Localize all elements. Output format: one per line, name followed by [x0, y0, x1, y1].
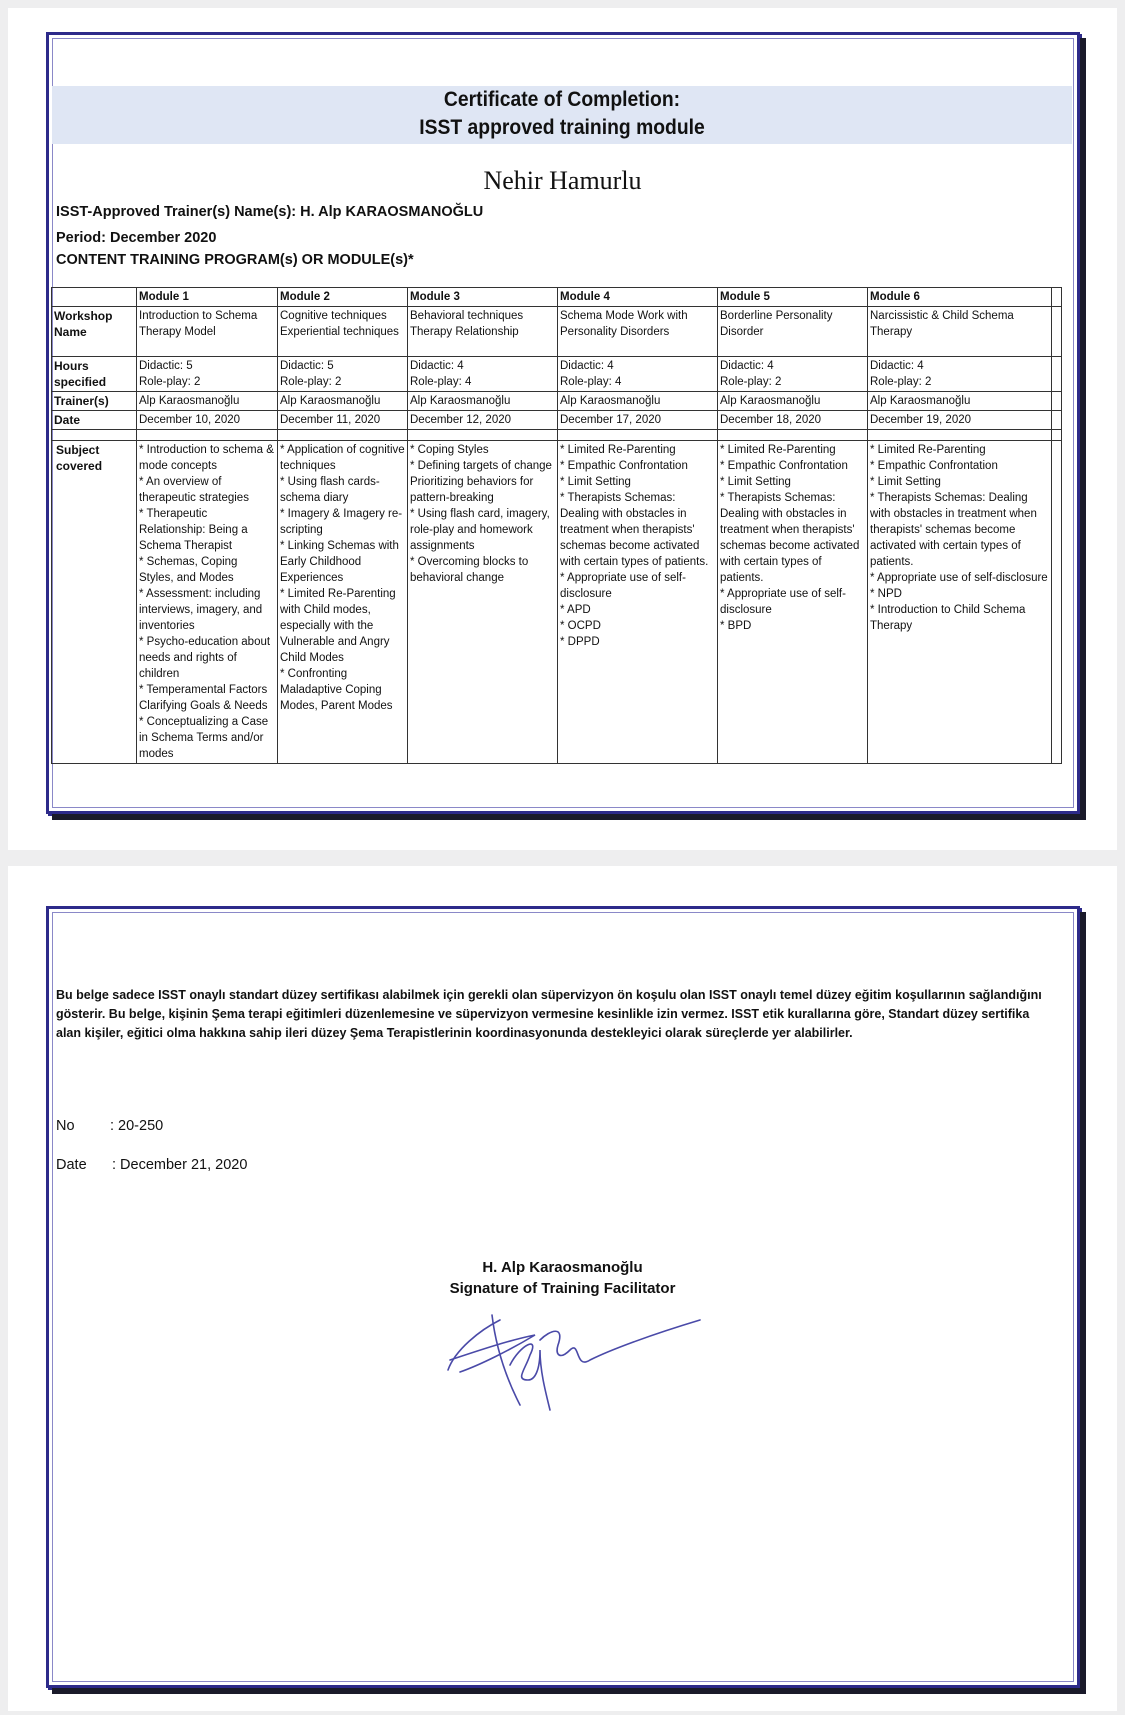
- hours-cell: Didactic: 5 Role-play: 2: [278, 357, 408, 392]
- module-header: Module 4: [558, 288, 718, 307]
- title-line-1: Certificate of Completion:: [443, 88, 681, 111]
- trainer-cell: Alp Karaosmanoğlu: [278, 392, 408, 411]
- content-line: CONTENT TRAINING PROGRAM(s) OR MODULE(s)*: [56, 252, 414, 268]
- number-label: No: [56, 1118, 75, 1134]
- subject-row: [52, 441, 1062, 764]
- date-label: Date: [56, 1157, 87, 1173]
- workshop-cell: Behavioral techniques Therapy Relationship: [408, 307, 558, 357]
- hours-cell: Didactic: 4 Role-play: 2: [868, 357, 1052, 392]
- module-header: Module 5: [718, 288, 868, 307]
- hours-cell: Didactic: 4 Role-play: 4: [558, 357, 718, 392]
- handwritten-signature: [440, 1310, 710, 1430]
- module-header-row: [52, 288, 1062, 307]
- trainer-cell: Alp Karaosmanoğlu: [868, 392, 1052, 411]
- subject-cell: * Limited Re-Parenting * Empathic Confrontation * Limit Setting * Therapists Schemas: Dealing with obstacles in treatment when therapists' schemas become activated with certain types of patients. * Appropriate use of self-disclosure * BPD: [718, 441, 868, 764]
- subject-cell: * Coping Styles * Defining targets of change Prioritizing behaviors for pattern-breaking * Using flash card, imagery, role-play and homework assignments * Overcoming blocks to behavioral change: [408, 441, 558, 764]
- trainer-row: [52, 392, 1062, 411]
- workshop-cell: Narcissistic & Child Schema Therapy: [868, 307, 1052, 357]
- module-header: Module 2: [278, 288, 408, 307]
- module-header: Module 1: [137, 288, 278, 307]
- hours-cell: Didactic: 5 Role-play: 2: [137, 357, 278, 392]
- certificate-title: [52, 86, 1072, 144]
- subject-cell: * Application of cognitive techniques * Using flash cards- schema diary * Imagery & Imagery re-scripting * Linking Schemas with Early Childhood Experiences * Limited Re-Parenting with Child modes, especially with the Vulnerable and Angry Child Modes * Confronting Maladaptive Coping Modes, Parent Modes: [278, 441, 408, 764]
- subject-cell: * Limited Re-Parenting * Empathic Confrontation * Limit Setting * Therapists Schemas: Dealing with obstacles in treatment when therapists' schemas become activated with certain types of patients. * Appropriate use of self-disclosure * APD * OCPD * DPPD: [558, 441, 718, 764]
- trainer-cell: Alp Karaosmanoğlu: [718, 392, 868, 411]
- row-label-date: Date: [52, 411, 137, 430]
- hours-row: [52, 357, 1062, 392]
- date-row: [52, 411, 1062, 430]
- subject-cell: * Limited Re-Parenting * Empathic Confrontation * Limit Setting * Therapists Schemas: Dealing with obstacles in treatment when therapists' schemas become activated with certain types of patients. * Appropriate use of self-disclosure * NPD * Introduction to Child Schema Therapy: [868, 441, 1052, 764]
- workshop-row: [52, 307, 1062, 357]
- trainer-cell: Alp Karaosmanoğlu: [137, 392, 278, 411]
- date-value: : December 21, 2020: [112, 1157, 248, 1173]
- date-cell: December 18, 2020: [718, 411, 868, 430]
- workshop-cell: Schema Mode Work with Personality Disorders: [558, 307, 718, 357]
- trainer-cell: Alp Karaosmanoğlu: [558, 392, 718, 411]
- validity-statement: Bu belge sadece ISST onaylı standart düzey sertifikası alabilmek için gerekli olan süpervizyon ön koşulu olan ISST onaylı temel düzey eğitim koşullarının sağlandığını gösterir. Bu belge, kişinin Şema terapi eğitimleri düzenlemesine ve süpervizyon vermesine kesinlikle izin vermez. ISST etik kurallarına göre, Standart düzey sertifika alan kişiler, eğitici olma hakkına sahip ileri düzey Şema Terapistlerinin koordinasyonunda destekleyici olarak süreçlerde yer alabilirler.: [56, 988, 1042, 1040]
- date-cell: December 11, 2020: [278, 411, 408, 430]
- date-cell: December 19, 2020: [868, 411, 1052, 430]
- row-label-hours: Hours specified: [52, 357, 137, 392]
- signature-caption: Signature of Training Facilitator: [449, 1280, 676, 1297]
- period-line: Period: December 2020: [56, 230, 217, 246]
- row-label-trainer: Trainer(s): [52, 392, 137, 411]
- hours-cell: Didactic: 4 Role-play: 2: [718, 357, 868, 392]
- subject-cell: * Introduction to schema & mode concepts * An overview of therapeutic strategies * Therapeutic Relationship: Being a Schema Therapist * Schemas, Coping Styles, and Modes * Assessment: including interviews, imagery, and inventories * Psycho-education about needs and rights of children * Temperamental Factors Clarifying Goals & Needs * Conceptualizing a Case in Schema Terms and/or modes: [137, 441, 278, 764]
- date-cell: December 17, 2020: [558, 411, 718, 430]
- date-cell: December 12, 2020: [408, 411, 558, 430]
- workshop-cell: Introduction to Schema Therapy Model: [137, 307, 278, 357]
- trainer-cell: Alp Karaosmanoğlu: [408, 392, 558, 411]
- module-header: Module 6: [868, 288, 1052, 307]
- workshop-cell: Cognitive techniques Experiential techniques: [278, 307, 408, 357]
- row-label-workshop: Workshop Name: [52, 307, 137, 357]
- workshop-cell: Borderline Personality Disorder: [718, 307, 868, 357]
- module-header: Module 3: [408, 288, 558, 307]
- signer-name: H. Alp Karaosmanoğlu: [482, 1259, 643, 1276]
- hours-cell: Didactic: 4 Role-play: 4: [408, 357, 558, 392]
- recipient-name: Nehir Hamurlu: [483, 166, 642, 195]
- title-line-2: ISST approved training module: [419, 116, 705, 139]
- date-cell: December 10, 2020: [137, 411, 278, 430]
- row-label-subject: Subject covered: [52, 441, 137, 764]
- number-value: : 20-250: [110, 1118, 164, 1134]
- modules-table: [51, 287, 1062, 764]
- trainer-line: ISST-Approved Trainer(s) Name(s): H. Alp KARAOSMANOĞLU: [56, 204, 484, 220]
